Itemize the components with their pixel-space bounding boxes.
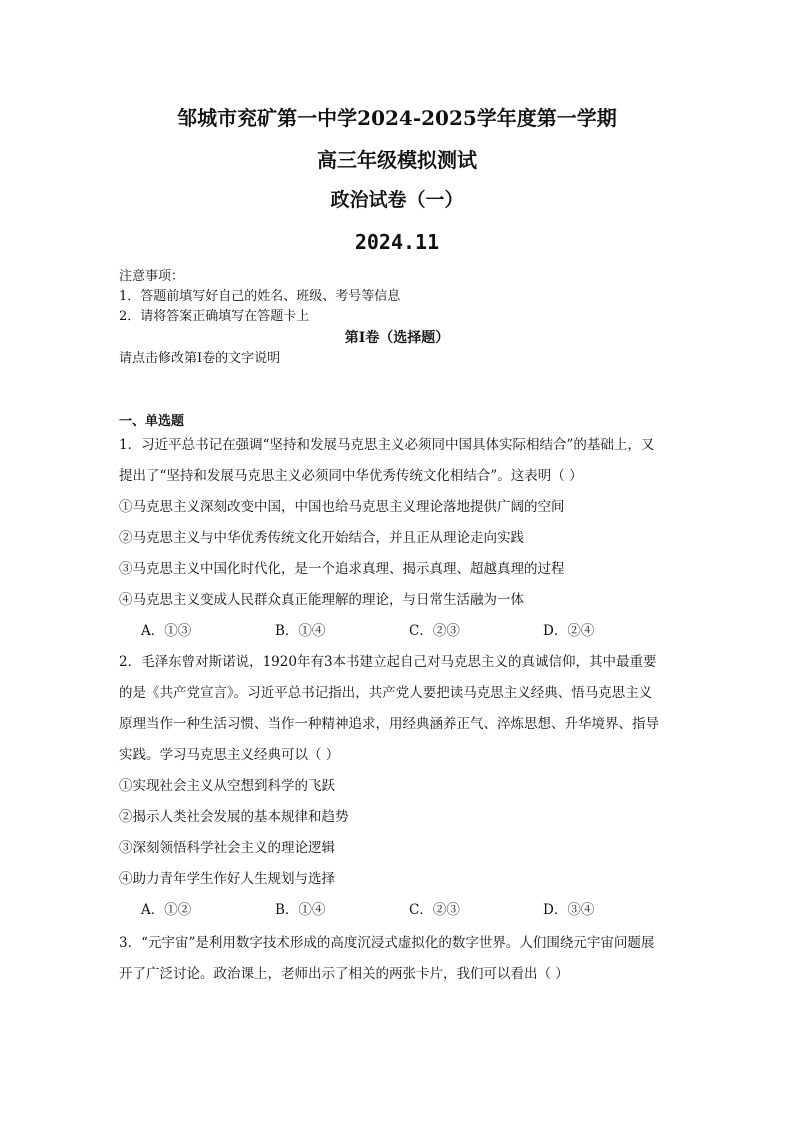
option-c[interactable]: C．②③: [409, 623, 460, 639]
question-stem-line: 实践。学习马克思主义经典可以（ ）: [119, 747, 340, 763]
question-stem-line: 3．“元宇宙”是利用数字技术形成的高度沉浸式虚拟化的数字世界。人们围绕元宇宙问题展: [119, 935, 655, 951]
statement-4: ④助力青年学生作好人生规划与选择: [119, 871, 335, 887]
statement-1: ①实现社会主义从空想到科学的飞跃: [119, 778, 335, 794]
question-stem-line: 1．习近平总书记在强调“坚持和发展马克思主义必须同中国具体实际相结合”的基础上，又: [119, 437, 655, 453]
notes-item: 2．请将答案正确填写在答题卡上: [119, 309, 310, 324]
section-title: 第I卷（选择题）: [344, 330, 450, 346]
question-stem-line: 2．毛泽东曾对斯诺说，1920年有3本书建立起自己对马克思主义的真诚信仰，其中最重要: [119, 654, 657, 670]
option-a[interactable]: A．①②: [141, 902, 192, 918]
option-d[interactable]: D．③④: [543, 902, 595, 918]
statement-4: ④马克思主义变成人民群众真正能理解的理论，与日常生活融为一体: [119, 592, 524, 608]
question-stem-line: 开了广泛讨论。政治课上，老师出示了相关的两张卡片，我们可以看出（ ）: [119, 966, 569, 982]
statement-1: ①马克思主义深刻改变中国，中国也给马克思主义理论落地提供广阔的空间: [119, 499, 565, 515]
question-2: [119, 647, 677, 926]
option-d[interactable]: D．②④: [543, 623, 595, 639]
statement-3: ③深刻领悟科学社会主义的理论逻辑: [119, 840, 335, 856]
statement-3: ③马克思主义中国化时代化，是一个追求真理、揭示真理、超越真理的过程: [119, 561, 565, 577]
statement-2: ②揭示人类社会发展的基本规律和趋势: [119, 809, 349, 825]
option-c[interactable]: C．②③: [409, 902, 460, 918]
section-description: 请点击修改第I卷的文字说明: [119, 351, 281, 366]
question-3: [119, 928, 677, 990]
notes-title: 注意事项：: [119, 269, 185, 284]
options-row: [119, 616, 677, 647]
question-type-heading: 一、单选题: [119, 414, 185, 429]
question-stem-line: 原理当作一种生活习惯、当作一种精神追求，用经典涵养正气、淬炼思想、升华境界、指导: [119, 716, 659, 732]
question-stem-line: 提出了“坚持和发展马克思主义必须同中华优秀传统文化相结合”。这表明（ ）: [119, 468, 583, 484]
statement-2: ②马克思主义与中华优秀传统文化开始结合，并且正从理论走向实践: [119, 530, 524, 546]
options-row: [119, 895, 677, 926]
exam-school-title: 邹城市兖矿第一中学2024-2025学年度第一学期: [177, 106, 617, 130]
option-b[interactable]: B．①④: [275, 902, 326, 918]
question-stem-line: 的是《共产党宣言》。习近平总书记指出，共产党人要把读马克思主义经典、悟马克思主义: [119, 685, 653, 701]
notes-item: 1．答题前填写好自己的姓名、班级、考号等信息: [119, 289, 401, 304]
notes-block: [119, 267, 400, 327]
exam-subject-title: 政治试卷（一）: [330, 189, 464, 211]
option-a[interactable]: A．①③: [141, 623, 192, 639]
question-1: [119, 430, 677, 647]
option-b[interactable]: B．①④: [275, 623, 326, 639]
exam-grade-title: 高三年级模拟测试: [317, 148, 477, 172]
exam-date: 2024.11: [354, 230, 440, 254]
